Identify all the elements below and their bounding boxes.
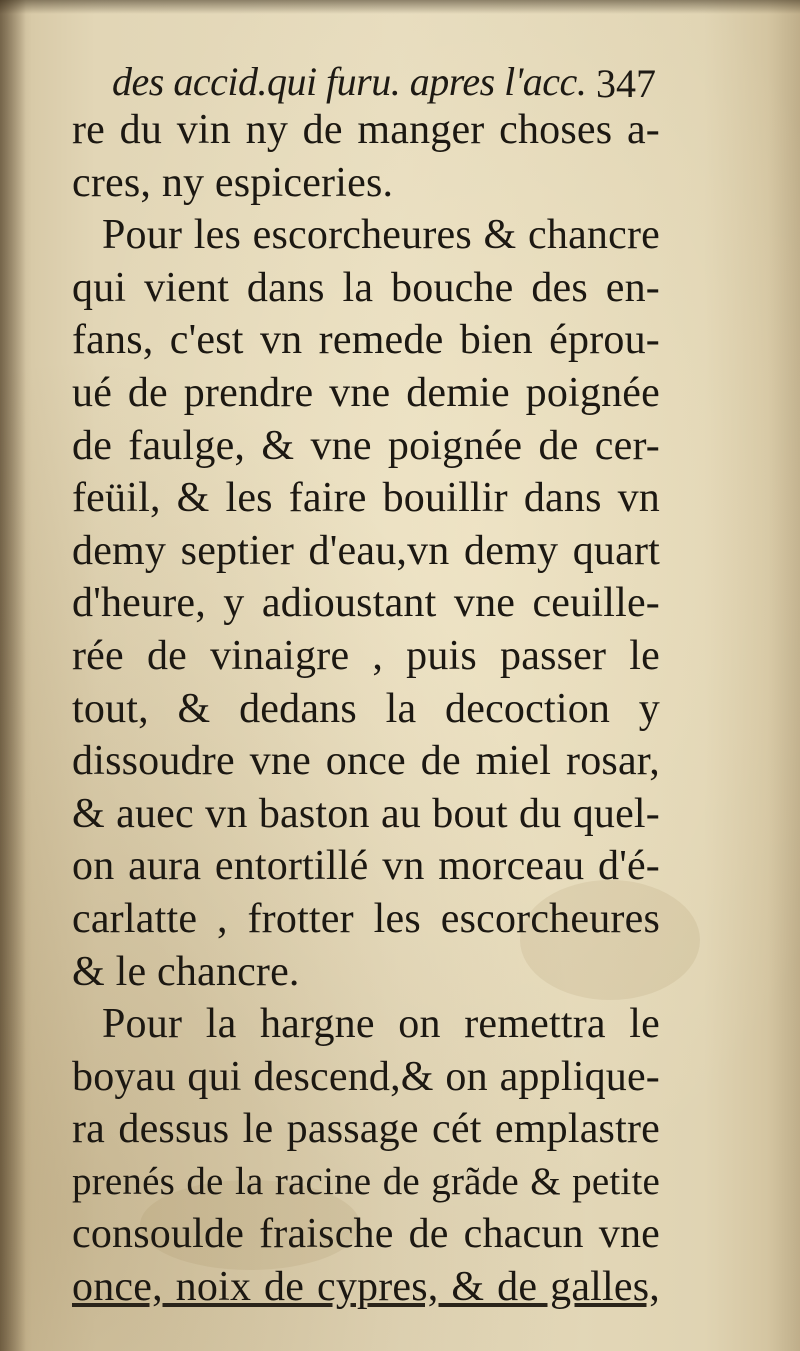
text-line: once, noix de cypres, & de galles,	[72, 1264, 660, 1311]
text-line: prenés de la racine de grãde & petite	[72, 1159, 660, 1203]
text-line: de faulge, & vne poignée de cer-	[72, 422, 660, 469]
text-line: cres, ny espiceries.	[72, 159, 394, 206]
paragraph-start-line: Pour les escorcheures & chancre	[102, 212, 660, 259]
text-line: carlatte , frotter les escorcheures	[72, 895, 660, 942]
running-title: des accid.qui furu. apres l'acc.	[112, 59, 587, 104]
text-line: dissoudre vne once de miel rosar,	[72, 738, 660, 785]
text-line: tout, & dedans la decoction y	[72, 685, 660, 732]
text-line: rée de vinaigre , puis passer le	[72, 632, 660, 679]
text-line: ra dessus le passage cét emplastre	[72, 1106, 660, 1153]
body-text	[72, 104, 660, 1314]
text-line: re du vin ny de manger choses a-	[72, 107, 660, 153]
text-line: on aura entortillé vn morceau d'é-	[72, 843, 660, 890]
text-line: feüil, & les faire bouillir dans vn	[72, 475, 660, 522]
text-line: & le chancre.	[72, 948, 300, 995]
text-line: d'heure, y adioustant vne ceuille-	[72, 580, 660, 627]
page-top-edge	[0, 0, 800, 14]
text-line: consoulde fraische de chacun vne	[72, 1211, 660, 1258]
text-line: fans, c'est vn remede bien éprou-	[72, 317, 660, 364]
text-line: & auec vn baston au bout du quel-	[72, 790, 660, 837]
text-line: demy septier d'eau,vn demy quart	[72, 527, 660, 574]
text-line: boyau qui descend,& on applique-	[72, 1053, 660, 1100]
text-line: qui vient dans la bouche des en-	[72, 264, 660, 311]
page-header	[112, 58, 660, 110]
page-gutter-shadow	[0, 0, 26, 1351]
page-number: 347	[596, 61, 656, 106]
paragraph-start-line: Pour la hargne on remettra le	[102, 1001, 660, 1048]
text-line: ué de prendre vne demie poignée	[72, 369, 660, 416]
